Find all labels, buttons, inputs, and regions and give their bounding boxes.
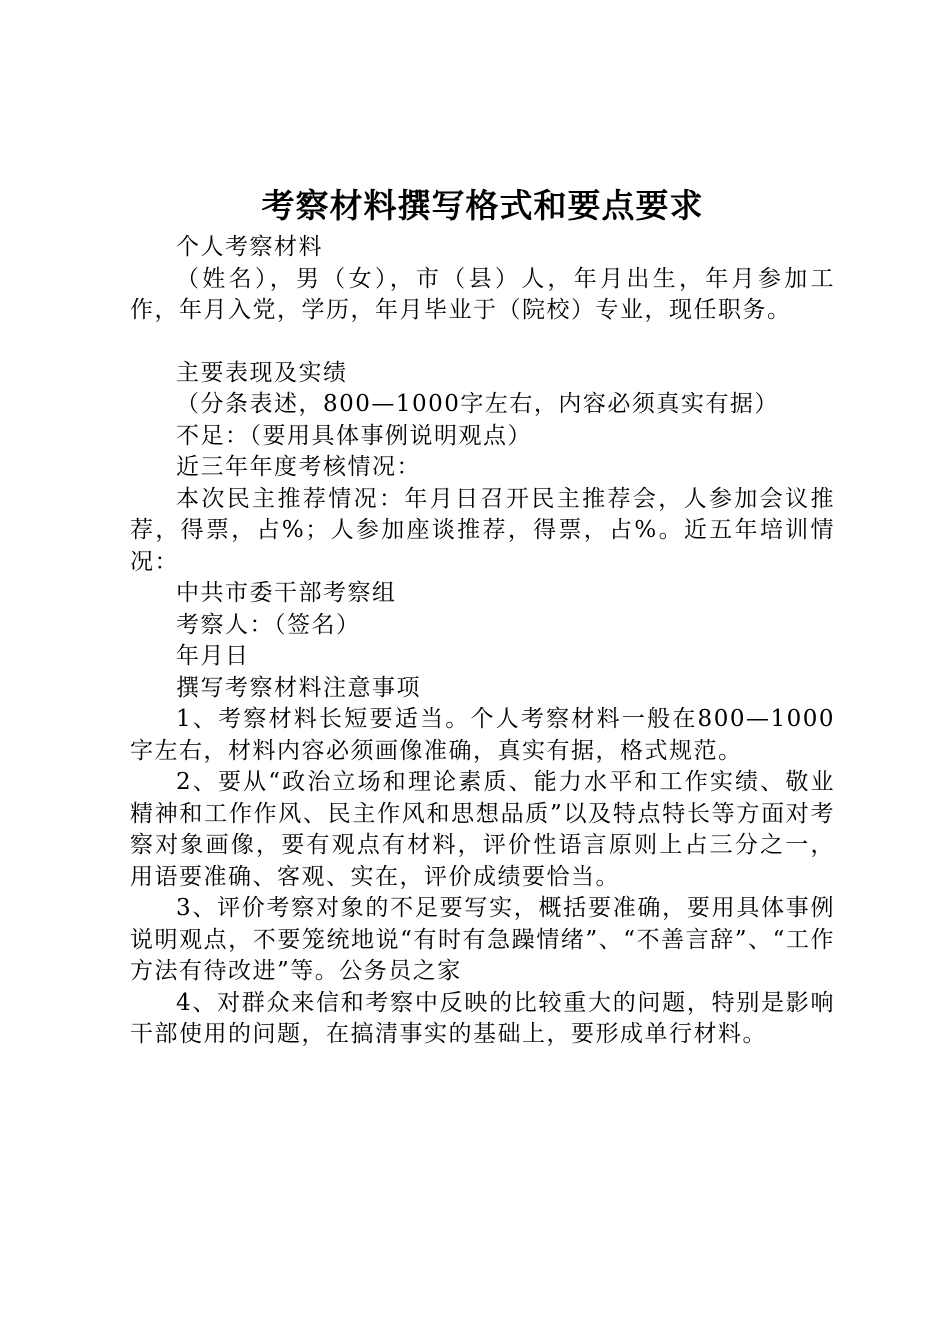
- inspector-signature-line: 考察人：（签名）: [176, 611, 361, 638]
- date-line: 年月日: [176, 643, 250, 669]
- note-item-4: 4、对群众来信和考察中反映的比较重大的问题，特别是影响干部使用的问题，在搞清事实的基础上，要形成单行材料。: [130, 989, 835, 1047]
- recommendation-paragraph: 本次民主推荐情况：年月日召开民主推荐会，人参加会议推荐，得票，占%；人参加座谈推荐，得票，占%。近五年培训情况：: [130, 485, 835, 575]
- personal-info-paragraph: （姓名），男（女），市（县）人，年月出生，年月参加工作，年月入党，学历，年月毕业于（院校）专业，现任职务。: [130, 265, 835, 323]
- document-title: 考察材料撰写格式和要点要求: [261, 186, 704, 225]
- note-item-2: 2、要从“政治立场和理论素质、能力水平和工作实绩、敬业精神和工作作风、民主作风和思想品质”以及特点特长等方面对考察对象画像，要有观点有材料，评价性语言原则上占三分之一，用语要准确、客观、实在，评价成绩要恰当。: [130, 769, 835, 890]
- section-heading-performance: 主要表现及实绩: [176, 359, 348, 386]
- section-heading-personal-material: 个人考察材料: [176, 234, 323, 260]
- blank-line: [130, 327, 835, 358]
- note-item-3: 3、评价考察对象的不足要写实，概括要准确，要用具体事例说明观点，不要笼统地说“有时有急躁情绪”、“不善言辞”、“工作方法有待改进”等。公务员之家: [130, 895, 835, 984]
- annual-assessment-line: 近三年年度考核情况：: [176, 454, 421, 480]
- note-item-1: 1、考察材料长短要适当。个人考察材料一般在800—1000字左右，材料内容必须画像准确，真实有据，格式规范。: [130, 706, 835, 764]
- issuing-organization: 中共市委干部考察组: [176, 580, 397, 606]
- section-heading-notes: 撰写考察材料注意事项: [176, 674, 421, 701]
- shortcomings-line: 不足：（要用具体事例说明观点）: [176, 422, 532, 449]
- performance-note: （分条表述，800—1000字左右，内容必须真实有据）: [176, 391, 779, 417]
- document-page: [130, 180, 835, 1051]
